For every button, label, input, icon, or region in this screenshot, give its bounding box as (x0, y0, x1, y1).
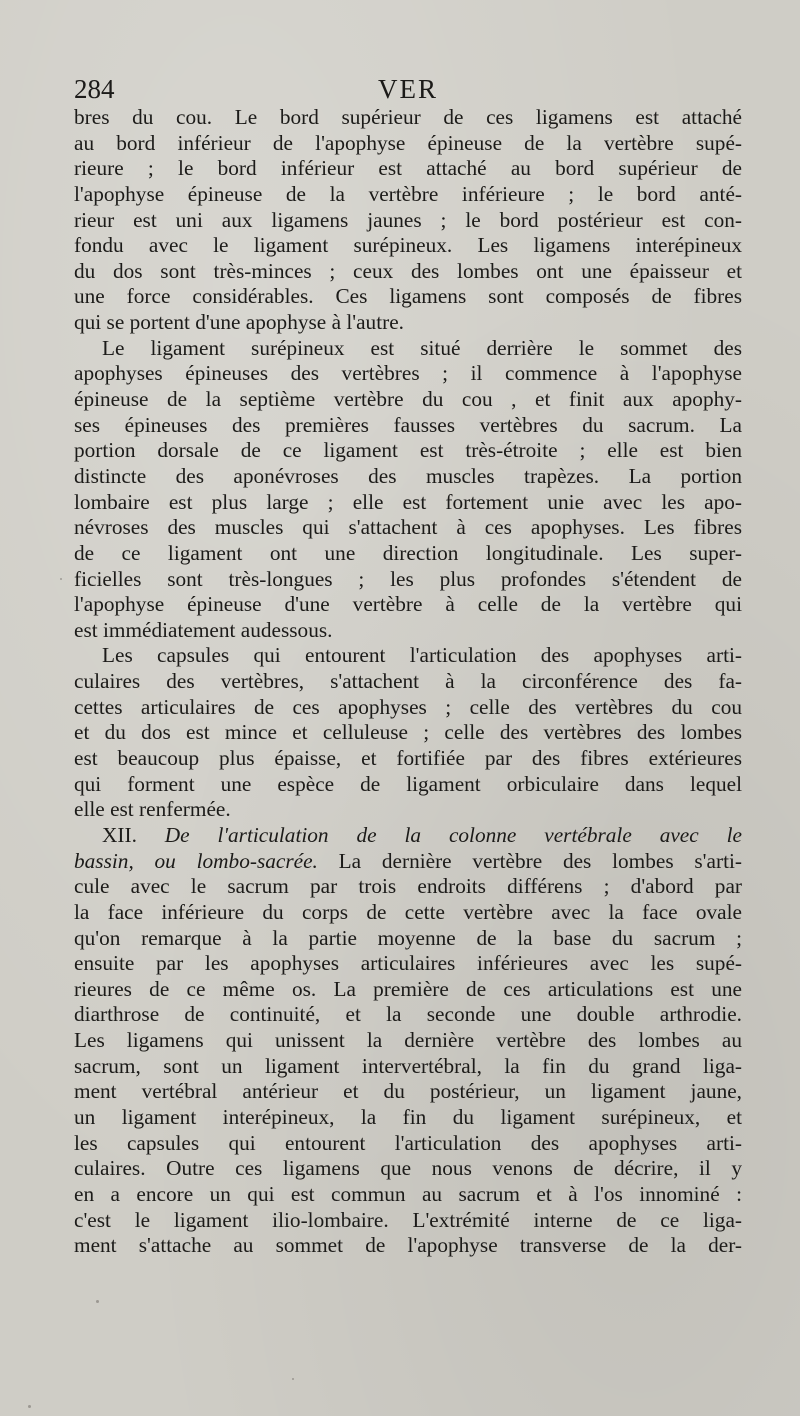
section-title-continued: bassin, ou lombo-sacrée. (74, 848, 318, 873)
text-line: apophyses épineuses des vertèbres ; il commence à l'apophyse (74, 361, 742, 386)
paragraph-2 (74, 336, 742, 644)
text-line: et du dos est mince et celluleuse ; celle des vertèbres des lombes (74, 720, 742, 745)
text-line: au bord inférieur de l'apophyse épineuse de la vertèbre supé- (74, 130, 742, 155)
text-line: rieure ; le bord inférieur est attaché au bord supérieur de (74, 156, 742, 181)
body-text (74, 105, 742, 1259)
text-line: qui se portent d'une apophyse à l'autre. (74, 310, 404, 335)
paragraph-1 (74, 105, 742, 336)
text-line: est beaucoup plus épaisse, et fortifiée par des fibres extérieures (74, 746, 742, 771)
text-line: en a encore un qui est commun au sacrum et à l'os innominé : (74, 1181, 742, 1206)
paper-speck (28, 1405, 31, 1408)
text-line: culaires. Outre ces ligamens que nous venons de décrire, il y (74, 1156, 742, 1181)
text-line: un ligament interépineux, la fin du ligament surépineux, et (74, 1104, 742, 1129)
text-line: distincte des aponévroses des muscles trapèzes. La portion (74, 463, 742, 488)
text-fragment: La dernière vertèbre des lombes s'arti- (338, 848, 742, 873)
text-line: fondu avec le ligament surépineux. Les ligamens interépineux (74, 233, 742, 258)
text-line: qu'on remarque à la partie moyenne de la base du sacrum ; (74, 925, 742, 950)
text-line: bres du cou. Le bord supérieur de ces ligamens est attaché (74, 105, 742, 129)
section-heading-line (74, 823, 742, 849)
text-line: ment vertébral antérieur et du postérieur, un ligament jaune, (74, 1079, 742, 1104)
text-line: du dos sont très-minces ; ceux des lombes ont une épaisseur et (74, 258, 742, 283)
text-line: une force considérables. Ces ligamens sont composés de fibres (74, 284, 742, 309)
text-line: rieur est uni aux ligamens jaunes ; le bord postérieur est con- (74, 207, 742, 232)
text-line: ment s'attache au sommet de l'apophyse transverse de la der- (74, 1233, 742, 1258)
text-line: cule avec le sacrum par trois endroits différens ; d'abord par (74, 874, 742, 899)
section-title: De l'articulation de la colonne vertébrale avec le (164, 822, 742, 847)
paper-speck (60, 578, 62, 580)
text-line (74, 849, 742, 875)
text-line: sacrum, sont un ligament intervertébral, la fin du grand liga- (74, 1053, 742, 1078)
text-line: portion dorsale de ce ligament est très-étroite ; elle est bien (74, 438, 742, 463)
text-line: névroses des muscles qui s'attachent à ces apophyses. Les fibres (74, 515, 742, 540)
text-line: lombaire est plus large ; elle est fortement unie avec les apo- (74, 489, 742, 514)
paper-speck (292, 1378, 294, 1380)
text-line: la face inférieure du corps de cette vertèbre avec la face ovale (74, 899, 742, 924)
section-number: XII. (102, 822, 137, 847)
text-line: rieures de ce même os. La première de ces articulations est une (74, 976, 742, 1001)
text-line: l'apophyse épineuse d'une vertèbre à celle de la vertèbre qui (74, 592, 742, 617)
text-line: de ce ligament ont une direction longitudinale. Les super- (74, 540, 742, 565)
text-line: qui forment une espèce de ligament orbiculaire dans lequel (74, 771, 742, 796)
text-line: c'est le ligament ilio-lombaire. L'extrémité interne de ce liga- (74, 1207, 742, 1232)
text-line: l'apophyse épineuse de la vertèbre inférieure ; le bord anté- (74, 181, 742, 206)
text-line: diarthrose de continuité, et la seconde une double arthrodie. (74, 1002, 742, 1027)
paper-speck (96, 1300, 99, 1303)
text-line: ensuite par les apophyses articulaires inférieures avec les supé- (74, 951, 742, 976)
text-line: épineuse de la septième vertèbre du cou , et finit aux apophy- (74, 387, 742, 412)
text-line: Le ligament surépineux est situé derrière le sommet des (102, 335, 742, 360)
text-line: elle est renfermée. (74, 797, 231, 822)
page-number: 284 (74, 74, 115, 104)
running-title: VER (378, 74, 438, 104)
text-line: cettes articulaires de ces apophyses ; celle des vertèbres du cou (74, 694, 742, 719)
paragraph-4 (74, 823, 742, 1259)
paragraph-3 (74, 643, 742, 822)
text-line: est immédiatement audessous. (74, 617, 333, 642)
text-line: les capsules qui entourent l'articulation des apophyses arti- (74, 1130, 742, 1155)
text-line: ses épineuses des premières fausses vertèbres du sacrum. La (74, 412, 742, 437)
text-line: Les ligamens qui unissent la dernière vertèbre des lombes au (74, 1028, 742, 1053)
text-line: ficielles sont très-longues ; les plus profondes s'étendent de (74, 566, 742, 591)
text-line: culaires des vertèbres, s'attachent à la circonférence des fa- (74, 669, 742, 694)
text-line: Les capsules qui entourent l'articulation des apophyses arti- (102, 643, 742, 668)
